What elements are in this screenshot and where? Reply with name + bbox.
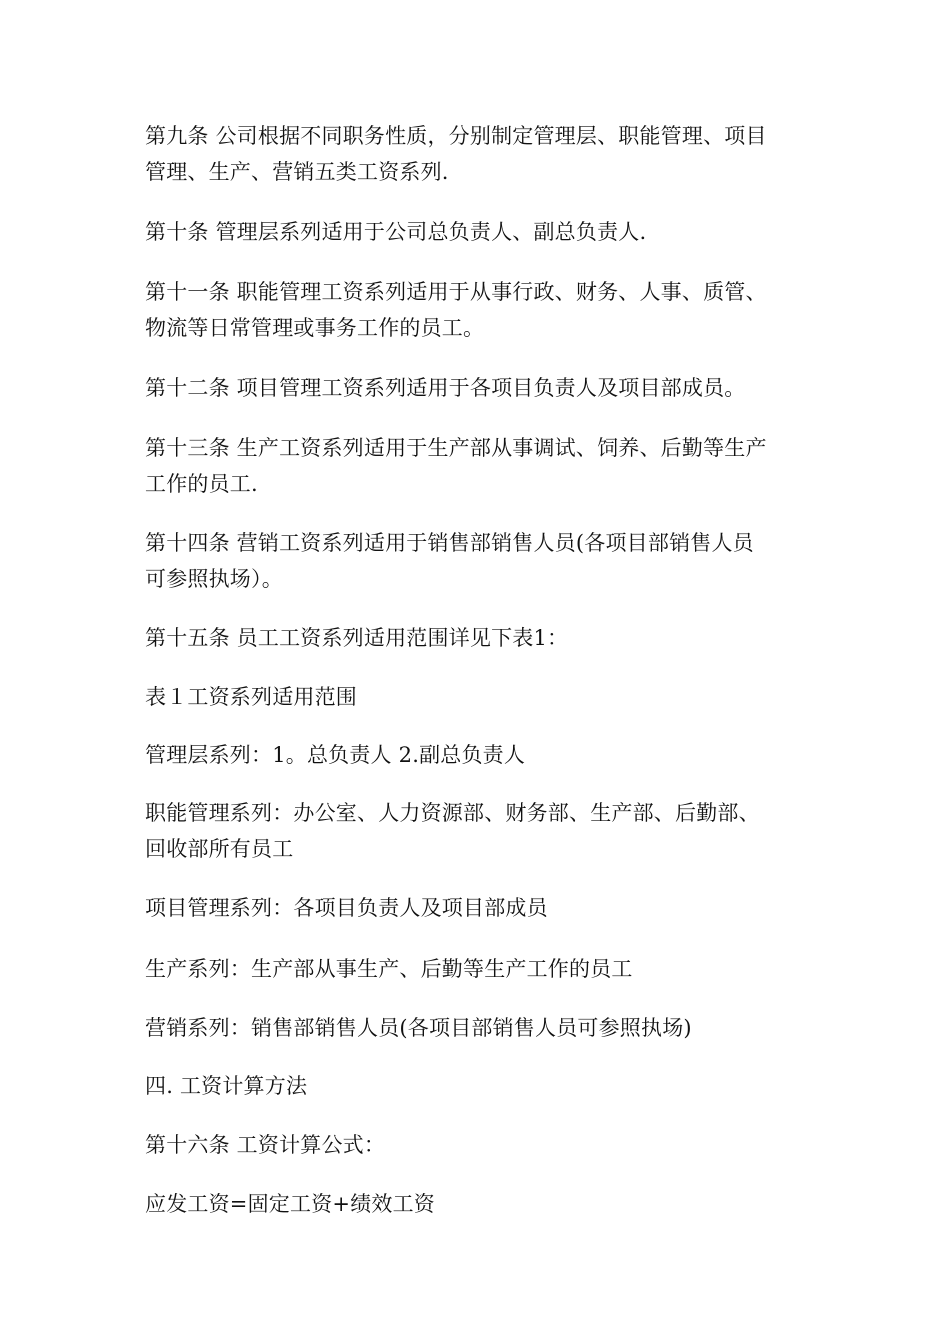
text-line: 物流等日常管理或事务工作的员工。 — [145, 316, 485, 340]
text-line: 第十三条 生产工资系列适用于生产部从事调试、饲养、后勤等生产 — [145, 436, 767, 460]
text-line: 第十条 管理层系列适用于公司总负责人、副总负责人. — [145, 220, 647, 244]
article-14 — [145, 525, 815, 597]
text-line: 职能管理系列：办公室、人力资源部、财务部、生产部、后勤部、 — [145, 801, 760, 825]
text-line: 四. 工资计算方法 — [145, 1074, 308, 1098]
text-line: 项目管理系列：各项目负责人及项目部成员 — [145, 896, 548, 920]
text-line: 回收部所有员工 — [145, 837, 294, 861]
text-line: 第十五条 员工工资系列适用范围详见下表1： — [145, 626, 569, 650]
series-management — [145, 737, 815, 773]
salary-formula — [145, 1186, 815, 1222]
series-functional — [145, 795, 815, 867]
text-line: 管理、生产、营销五类工资系列. — [145, 160, 449, 184]
text-line: 可参照执场）。 — [145, 567, 283, 591]
article-11 — [145, 274, 815, 346]
text-line: 营销系列：销售部销售人员(各项目部销售人员可参照执场) — [145, 1016, 692, 1040]
text-line: 第十二条 项目管理工资系列适用于各项目负责人及项目部成员。 — [145, 376, 746, 400]
article-13 — [145, 430, 815, 502]
article-12 — [145, 370, 815, 406]
series-project — [145, 890, 815, 926]
article-10 — [145, 214, 815, 250]
text-line: 工作的员工. — [145, 472, 258, 496]
text-line: 管理层系列：1。总负责人 2.副总负责人 — [145, 743, 526, 767]
series-marketing — [145, 1010, 815, 1046]
text-line: 第十四条 营销工资系列适用于销售部销售人员(各项目部销售人员 — [145, 531, 754, 555]
article-16 — [145, 1127, 815, 1163]
text-line: 第十六条 工资计算公式： — [145, 1133, 386, 1157]
series-production — [145, 951, 815, 987]
text-line: 第十一条 职能管理工资系列适用于从事行政、财务、人事、质管、 — [145, 280, 767, 304]
text-line: 应发工资=固定工资+绩效工资 — [145, 1192, 435, 1216]
text-line: 生产系列：生产部从事生产、后勤等生产工作的员工 — [145, 957, 633, 981]
table-caption — [145, 679, 815, 715]
article-15 — [145, 620, 815, 656]
text-line: 第九条 公司根据不同职务性质，分别制定管理层、职能管理、项目 — [145, 124, 767, 148]
article-9 — [145, 118, 815, 190]
section-heading — [145, 1068, 815, 1104]
text-line: 表１工资系列适用范围 — [145, 685, 357, 709]
